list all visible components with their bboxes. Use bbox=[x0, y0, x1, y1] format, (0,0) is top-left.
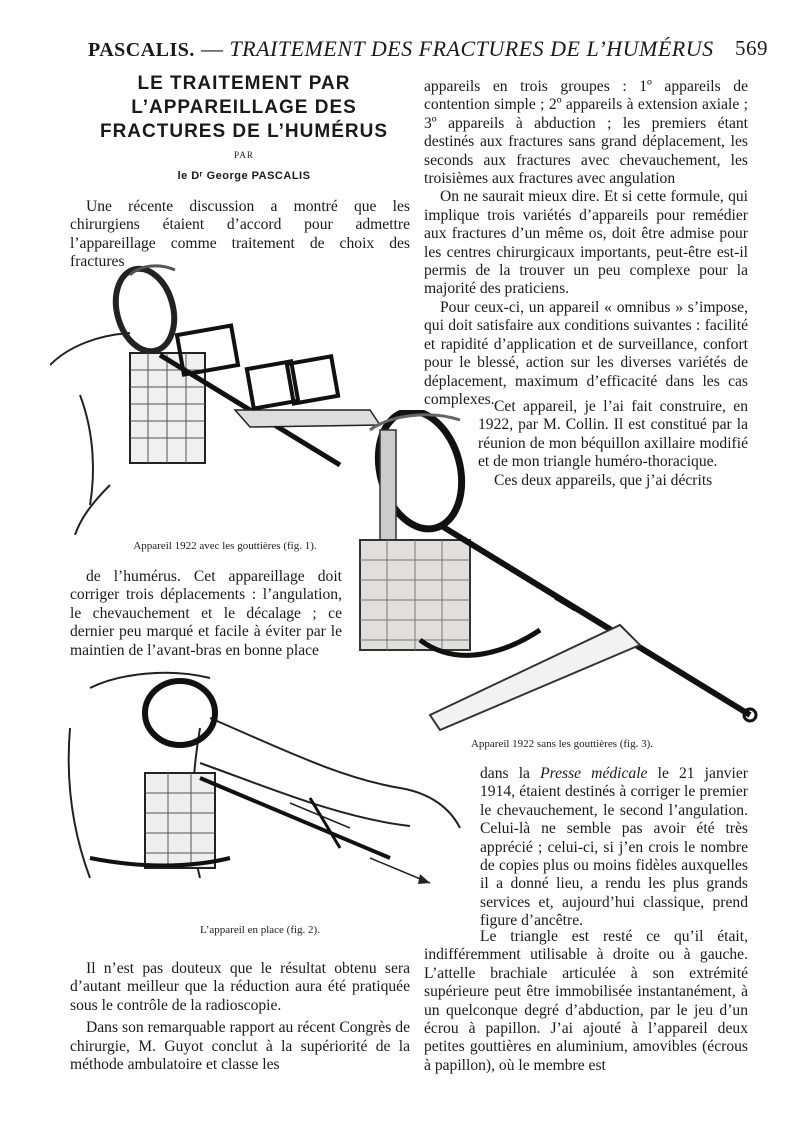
paragraph bbox=[480, 765, 748, 931]
byline-par: PAR bbox=[234, 150, 254, 160]
header-author: PASCALIS. bbox=[88, 39, 195, 61]
figure-1-caption: Appareil 1922 avec les gouttières (fig. 1). bbox=[133, 540, 317, 552]
right-bottom-para2 bbox=[424, 928, 748, 1075]
paragraph: Cet appareil, je l’ai fait construire, en 1922, par M. Collin. Il est constitué par la réunion de mon béquillon axillaire modifié et de mon triangle huméro-thoracique. bbox=[478, 398, 748, 471]
running-header bbox=[88, 36, 768, 66]
journal-name: Presse médicale bbox=[540, 765, 648, 782]
paragraph: Le triangle est resté ce qu’il était, indifféremment utilisable à droite ou à gauche. L’attelle brachiale articulée à son extrémité supérieure peut être immobilisée instantanément, à un quelconque degré d’abduction, par le jeu d’un écrou à papillon. J’ai ajouté à l’appareil deux petites gouttières en aluminium, amovibles (écrous à papillon), où le membre est bbox=[424, 928, 748, 1074]
figure-3-illustration bbox=[340, 410, 780, 735]
paragraph: Dans son remarquable rapport au récent Congrès de chirurgie, M. Guyot conclut à la supériorité de la méthode ambulatoire et classe les bbox=[70, 1019, 410, 1074]
paragraph: de l’humérus. Cet appareillage doit corriger trois déplacements : l’angulation, le chevauchement et le décalage ; ce dernier peu marqué et facile à éviter par le maintien de l’avant-bras en bonne place bbox=[70, 568, 342, 659]
right-top-text bbox=[424, 78, 748, 409]
paragraph: On ne saurait mieux dire. Et si cette formule, qui implique trois variétés d’appareils pour remédier aux fractures d’un même os, doit être admise pour les centres chirurgicaux importants, peut-être est-il permis de la trouver un peu complexe pour la majorité des praticiens. bbox=[424, 188, 748, 298]
text-lead: dans la bbox=[480, 765, 530, 782]
article-title: LE TRAITEMENT PAR L’APPAREILLAGE DES FRACTURES DE L’HUMÉRUS bbox=[99, 73, 388, 142]
left-mid-text bbox=[70, 568, 342, 660]
header-title: TRAITEMENT DES FRACTURES DE L’HUMÉRUS bbox=[229, 36, 714, 61]
figure-2-caption: L’appareil en place (fig. 2). bbox=[200, 924, 320, 936]
byline-author: le Dʳ George PASCALIS bbox=[177, 170, 311, 182]
paragraph: Une récente discussion a montré que les chirurgiens étaient d’accord pour admettre l’appareillage comme traitement de choix des fractures bbox=[70, 198, 410, 271]
text-rest: le 21 janvier 1914, étaient destinés à corriger le premier le chevauchement, le second l’angulation. Celui-là ne semble pas avoir été très apprécié ; celui-ci, si j’en crois le nombre de copies plus ou moins fidèles auxquelles il a donné lieu, a rendu les plus grands services et, aujourd’hui classique, prend figure d’ancêtre. bbox=[480, 765, 748, 930]
figure-3-caption: Appareil 1922 sans les gouttières (fig. 3). bbox=[470, 738, 654, 750]
figure-3 bbox=[340, 410, 780, 735]
page-number: 569 bbox=[735, 36, 768, 60]
paragraph: Pour ceux-ci, un appareil « omnibus » s’impose, qui doit satisfaire aux conditions suivantes : facilité et rapidité d’application et de surveillance, confort pour le blessé, action sur les diverses variétés de déplacement, maximum d’efficacité dans les cas complexes. bbox=[424, 298, 748, 408]
paragraph: Ces deux appareils, que j’ai décrits bbox=[494, 471, 713, 489]
left-bottom-text bbox=[70, 960, 410, 1074]
header-dash: — bbox=[200, 36, 224, 61]
paragraph: Il n’est pas douteux que le résultat obtenu sera d’autant meilleur que la réduction aura été pratiquée sous le contrôle de la radioscopie. bbox=[70, 960, 410, 1014]
right-bottom-text bbox=[480, 765, 748, 931]
paragraph: appareils en trois groupes : 1º appareils de contention simple ; 2º appareils à extension axiale ; 3º appareils à abduction ; les premiers étant destinés aux fractures sans grand déplacement, les seconds aux fractures avec chevauchement, les troisièmes aux fractures avec angulation bbox=[424, 78, 748, 188]
